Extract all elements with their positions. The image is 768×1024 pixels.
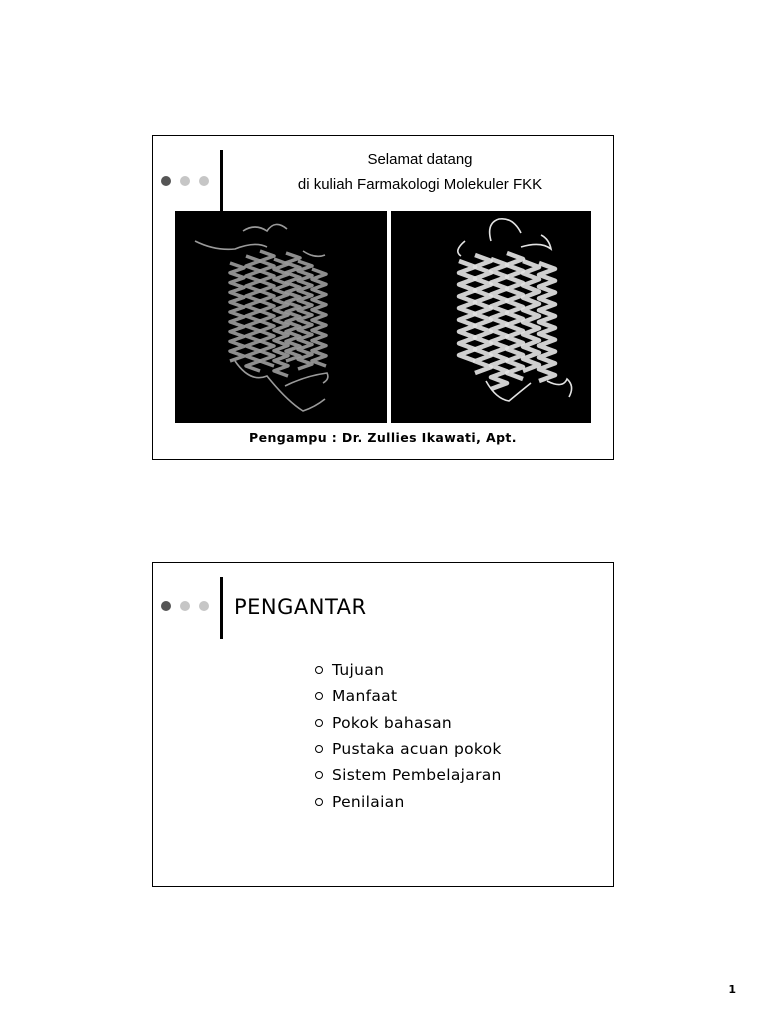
protein-structure-left-icon [175,211,387,423]
slide-introduction [152,562,614,887]
dot-dark [161,601,171,611]
list-item [315,710,502,736]
list-item-label: Penilaian [332,792,405,811]
dot-light [180,601,190,611]
dot-dark [161,176,171,186]
circle-bullet-icon [315,745,323,753]
list-item-label: Pustaka acuan pokok [332,740,502,759]
slide-dots [161,601,209,613]
dot-light [199,176,209,186]
circle-bullet-icon [315,692,323,700]
list-item [315,762,502,788]
list-item-label: Pokok bahasan [332,713,453,732]
list-item [315,736,502,762]
protein-structure-right-icon [391,211,591,423]
slide-title-line2: di kuliah Farmakologi Molekuler FKK [297,176,543,193]
list-item-label: Tujuan [332,661,385,680]
protein-structure-image-right [391,211,591,423]
topic-list [315,657,502,815]
slide-divider [220,577,223,639]
list-item [315,788,502,814]
page-number: 1 [728,983,736,996]
dot-light [199,601,209,611]
instructor-line: Pengampu : Dr. Zullies Ikawati, Apt. [249,430,517,445]
circle-bullet-icon [315,798,323,806]
slide-dots [161,176,209,188]
list-item [315,683,502,709]
slide-title: PENGANTAR [234,595,367,619]
list-item [315,657,502,683]
circle-bullet-icon [315,771,323,779]
protein-structure-image-left [175,211,387,423]
slide-welcome [152,135,614,460]
slide-divider [220,150,223,212]
list-item-label: Sistem Pembelajaran [332,766,502,785]
list-item-label: Manfaat [332,687,398,706]
slide-title-line1: Selamat datang [367,151,473,168]
dot-light [180,176,190,186]
circle-bullet-icon [315,719,323,727]
circle-bullet-icon [315,666,323,674]
